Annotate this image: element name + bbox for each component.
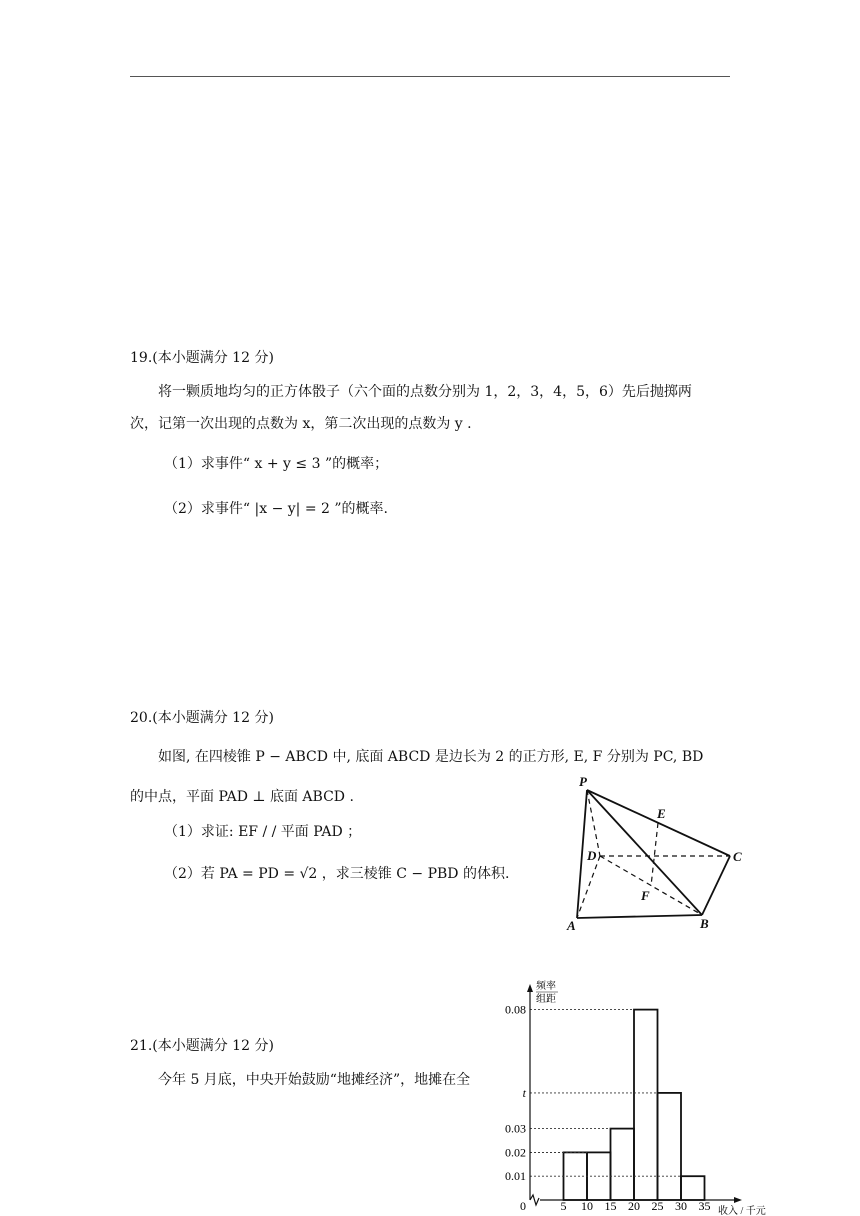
y-tick-label: t (522, 1085, 526, 1100)
label-c: C (733, 849, 742, 864)
origin-label: 0 (520, 1199, 526, 1213)
histogram-bar-5 (658, 1093, 682, 1200)
histogram-bar-4 (634, 1010, 658, 1200)
q20-line1: 如图, 在四棱锥 P − ABCD 中, 底面 ABCD 是边长为 2 的正方形, E, F 分别为 PC, BD (158, 749, 704, 765)
label-p: P (579, 774, 587, 789)
x-tick-label: 5 (560, 1199, 567, 1213)
label-e: E (657, 806, 666, 821)
x-tick-label: 15 (604, 1199, 617, 1213)
x-tick-label: 20 (628, 1199, 640, 1213)
q21-line1: 今年 5 月底，中央开始鼓励“地摊经济”，地摊在全 (158, 1072, 471, 1088)
y-tick-label: 0.02 (505, 1145, 526, 1160)
x-tick-label: 10 (581, 1199, 593, 1213)
y-tick-label: 0.08 (505, 1002, 526, 1017)
label-a: A (567, 918, 576, 933)
pyramid-figure (560, 772, 760, 937)
q19-part2: （2）求事件“ |x − y| = 2 ”的概率. (164, 501, 388, 517)
ylabel-top: 频率 (536, 981, 556, 992)
q20-part2: （2）若 PA = PD = √2 ，求三棱锥 C − PBD 的体积. (164, 866, 510, 882)
histogram-bar-3 (611, 1129, 635, 1200)
x-tick-label: 25 (651, 1199, 664, 1213)
income-histogram (496, 978, 796, 1216)
axis-break-mark (530, 1195, 539, 1205)
y-tick-label: 0.03 (505, 1121, 526, 1136)
q20-line2: 的中点，平面 PAD ⊥ 底面 ABCD . (130, 789, 354, 805)
label-d: D (587, 848, 597, 863)
q20-part1: （1）求证: EF / / 平面 PAD ； (164, 824, 362, 840)
header-rule (130, 76, 730, 77)
q20-header: 20.(本小题满分 12 分) (130, 710, 274, 726)
x-tick-label: 35 (698, 1199, 711, 1213)
q21-header: 21.(本小题满分 12 分) (130, 1038, 274, 1054)
histogram-bar-6 (681, 1176, 705, 1200)
label-b: B (700, 916, 709, 931)
x-tick-label: 30 (675, 1199, 687, 1213)
q19-part1: （1）求事件“ x + y ≤ 3 ”的概率； (164, 456, 389, 472)
label-f: F (641, 888, 650, 903)
q19-header: 19.(本小题满分 12 分) (130, 350, 274, 366)
q19-line1: 将一颗质地均匀的正方体骰子（六个面的点数分别为 1，2，3，4，5，6）先后抛掷两 (158, 384, 692, 400)
q19-line2: 次，记第一次出现的点数为 x，第二次出现的点数为 y . (130, 416, 472, 432)
xlabel: 收入 / 千元 (718, 1206, 766, 1216)
y-tick-label: 0.01 (505, 1169, 526, 1184)
ylabel-bottom: 组距 (536, 994, 556, 1005)
